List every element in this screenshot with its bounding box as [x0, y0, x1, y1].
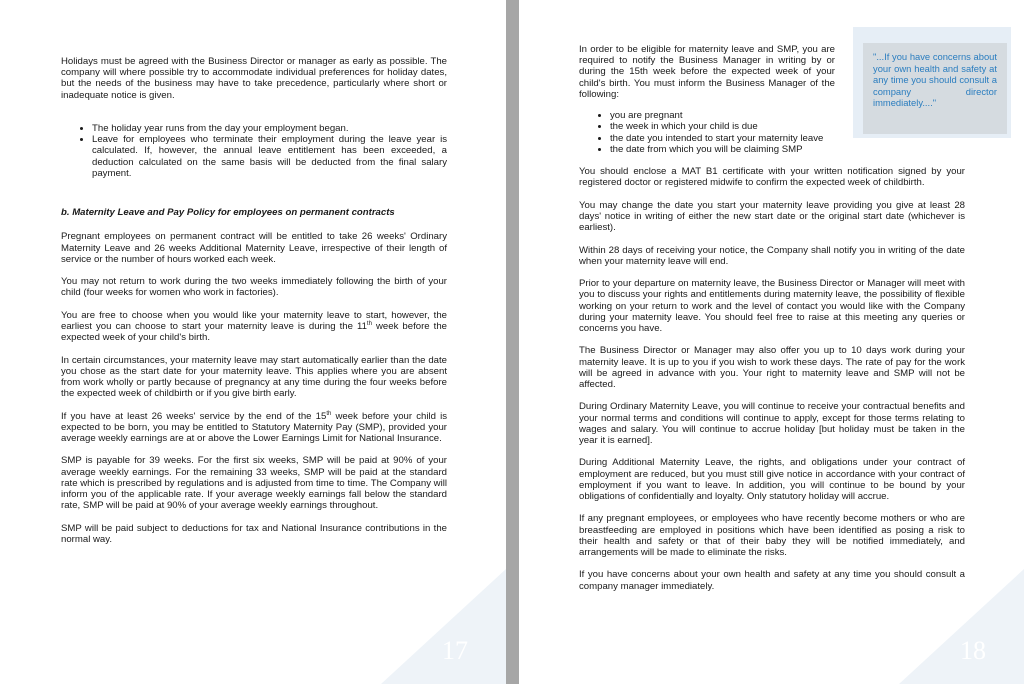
list-item: • the date you intended to start your maternity leave [610, 133, 965, 144]
paragraph: If you have at least 26 weeks' service by the end of the 15th week before your child is expected to be born, you may be entitled to Statutory Maternity Pay (SMP), provided your average weekly earnings are at or above the Lower Earnings Limit for National Insurance. [61, 410, 448, 444]
paragraph: The Business Director or Manager may also offer you up to 10 days work during your maternity leave. It is up to you if you wish to work these days. The rate of pay for the work will be agreed in advance with you. Your right to maternity leave and SMP will not be affected. [579, 345, 965, 390]
document-page-18 [519, 0, 1024, 684]
page-number: 17 [442, 636, 468, 665]
eligibility-paragraph: In order to be eligible for maternity leave and SMP, you are required to notify the Business Manager in writing by or during the 15th week before the expected week of your child's birth. You must inform the Business Manager of the following: [579, 44, 835, 100]
paragraph: If you have concerns about your own health and safety at any time you should consult a company manager immediately. [579, 569, 965, 592]
corner-decoration [381, 569, 506, 684]
paragraph: You may change the date you start your maternity leave providing you give at least 28 days' notice in writing of either the new start date or the original start date (whichever is earliest). [579, 199, 965, 234]
document-page-17 [0, 0, 506, 684]
page-number: 18 [960, 636, 986, 665]
pull-quote: "...If you have concerns about your own health and safety at any time you should consult a company director immediately...." [863, 43, 1007, 134]
list-item: • the date from which you will be claiming SMP [610, 144, 965, 155]
list-item: • you are pregnant [610, 110, 965, 121]
list-item: • the week in which your child is due [610, 121, 965, 132]
paragraph: Prior to your departure on maternity leave, the Business Director or Manager will meet with you to discuss your rights and entitlements during maternity leave, the possibility of flexible working on your return to work and the level of contact you would like with the Company during your maternity leave. You should feel free to raise at this meeting any queries or concerns you have. [579, 278, 965, 334]
paragraph: Pregnant employees on permanent contract will be entitled to take 26 weeks' Ordinary Maternity Leave and 26 weeks Additional Maternity Leave, irrespective of their length of service or the number of hours worked each week. [61, 231, 447, 265]
holiday-paragraph: Holidays must be agreed with the Business Director or manager as early as possible. The company will where possible try to accommodate individual preferences for holiday dates, but the needs of the business may have to take precedence, particularly where short or inadequate notice is given. [61, 56, 447, 101]
section-heading: b. Maternity Leave and Pay Policy for employees on permanent contracts [61, 207, 395, 219]
paragraph: SMP will be paid subject to deductions for tax and National Insurance contributions in the normal way. [61, 522, 447, 545]
paragraph: During Additional Maternity Leave, the rights, and obligations under your contract of employment are reduced, but you must still give notice in accordance with your contract of employment if you want to leave. In addition, you will continue to be bound by your obligations of confidentially and loyalty. Only statutory holiday will accrue. [579, 457, 965, 502]
page-17-body [61, 56, 447, 556]
notification-bullet-list [579, 110, 965, 155]
paragraph: You are free to choose when you would like your maternity leave to start, however, the earliest you can choose to start your maternity leave is during the 11th week before the expected week of your child's birth. [61, 309, 448, 344]
paragraph: During Ordinary Maternity Leave, you will continue to receive your contractual benefits and your normal terms and conditions will continue to apply, except for those terms relating to wages and salary. You will continue to accrue holiday [but holiday must be taken in the year it is earned]. [579, 401, 965, 446]
holiday-bullet-list [61, 123, 447, 179]
paragraph: You should enclose a MAT B1 certificate with your written notification signed by your registered doctor or registered midwife to confirm the expected week of childbirth. [579, 166, 965, 189]
paragraph: SMP is payable for 39 weeks. For the first six weeks, SMP will be paid at 90% of your average weekly earnings. For the remaining 33 weeks, SMP will be paid at the standard rate which is prescribed by regulations and is adjusted from time to time. The Company will inform you of the applicable rate. If your average weekly earnings fall below the standard rate, SMP will be paid at 90% of your average weekly earnings throughout. [61, 455, 447, 512]
page-18-body [579, 44, 965, 603]
paragraph: Within 28 days of receiving your notice, the Company shall notify you in writing of the date when your maternity leave will end. [579, 244, 965, 267]
paragraph: If any pregnant employees, or employees who have recently become mothers or who are breastfeeding are employed in positions which have been identified as posing a risk to their health and safety or that of their baby they will be notified immediately, and arrangements will be made to eliminate the risks. [579, 513, 965, 558]
list-item: • Leave for employees who terminate their employment during the leave year is calculated. If, however, the annual leave entitlement has been exceeded, a deduction calculated on the same basis will be deducted from the final salary payment. [92, 134, 447, 179]
list-item: • The holiday year runs from the day your employment began. [92, 123, 447, 134]
paragraph: In certain circumstances, your maternity leave may start automatically earlier than the date you chose as the start date for your maternity leave. This applies where you are absent from work wholly or partly because of pregnancy at any time during the four weeks before the expected week of childbirth or if you give birth early. [61, 354, 447, 400]
paragraph: You may not return to work during the two weeks immediately following the birth of your child (four weeks for women who work in factories). [61, 276, 447, 299]
